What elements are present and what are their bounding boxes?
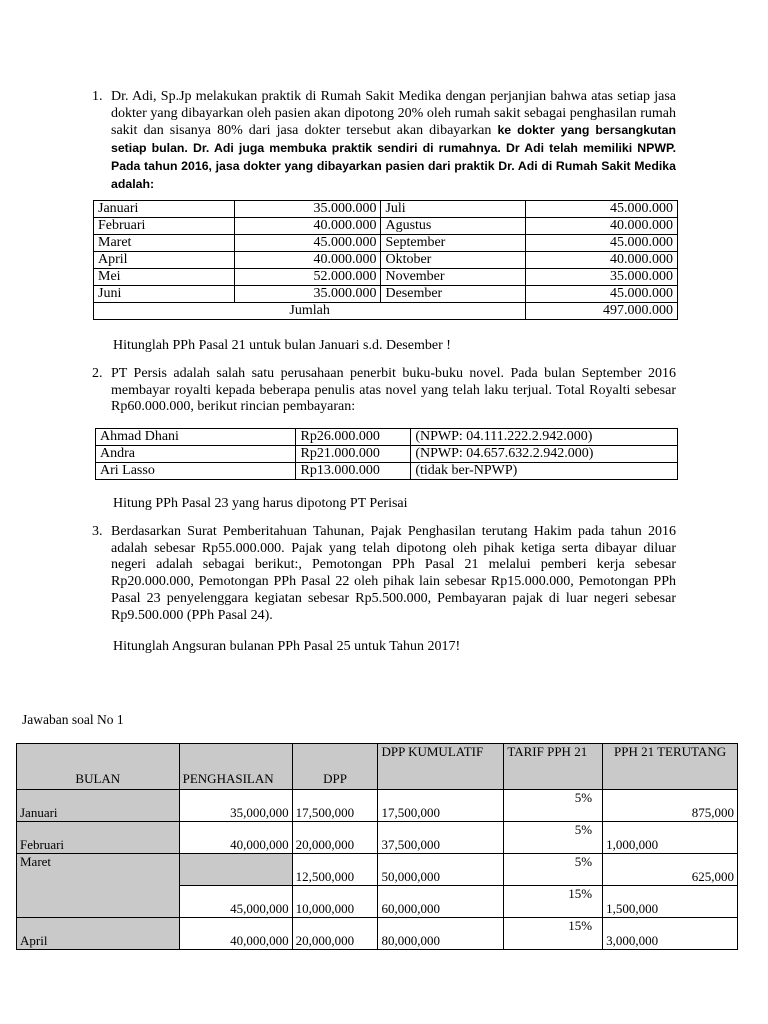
tarif-cell: 15% — [504, 886, 603, 918]
bulan-cell: Maret — [17, 854, 180, 918]
total-label: Jumlah — [94, 303, 526, 320]
amount-cell: 45.000.000 — [234, 235, 381, 252]
dpp-kumulatif-cell: 17,500,000 — [378, 790, 504, 822]
question-number: 3. — [92, 524, 103, 539]
q1-income-table — [93, 200, 678, 320]
penghasilan-cell: 40,000,000 — [179, 918, 292, 950]
penghasilan-cell: 35,000,000 — [179, 790, 292, 822]
bulan-cell: Februari — [17, 822, 180, 854]
question-number: 1. — [92, 89, 103, 104]
table-row — [94, 252, 678, 269]
amount-cell: 35.000.000 — [234, 286, 381, 303]
month-cell: Desember — [381, 286, 526, 303]
header-dpp: DPP — [292, 744, 378, 790]
amount-cell: 45.000.000 — [526, 235, 678, 252]
penghasilan-cell — [179, 854, 292, 886]
q2-royalty-table — [95, 428, 678, 480]
amount-cell: 40.000.000 — [234, 252, 381, 269]
dpp-kumulatif-cell: 60,000,000 — [378, 886, 504, 918]
q3-instruction: Hitunglah Angsuran bulanan PPh Pasal 25 untuk Tahun 2017! — [113, 639, 461, 654]
table-row — [94, 218, 678, 235]
header-pph-terutang: PPH 21 TERUTANG — [603, 744, 738, 790]
question-text: PT Persis adalah salah satu perusahaan penerbit buku-buku novel. Pada bulan September 2016 membayar royalti kepada beberapa penulis atas novel yang telah laku terjual. Total Royalti sebesar Rp60.000.000, berikut rincian pembayaran: — [111, 366, 676, 415]
amount-cell: Rp21.000.000 — [296, 446, 411, 463]
answer-label: Jawaban soal No 1 — [22, 712, 124, 727]
dpp-cell: 20,000,000 — [292, 918, 378, 950]
month-cell: Februari — [94, 218, 235, 235]
table-row — [94, 269, 678, 286]
question-1 — [92, 89, 676, 193]
npwp-cell: (tidak ber-NPWP) — [411, 463, 678, 480]
dpp-cell: 17,500,000 — [292, 790, 378, 822]
header-tarif: TARIF PPH 21 — [504, 744, 603, 790]
amount-cell: 35.000.000 — [526, 269, 678, 286]
dpp-cell: 10,000,000 — [292, 886, 378, 918]
amount-cell: Rp13.000.000 — [296, 463, 411, 480]
total-row — [94, 303, 678, 320]
amount-cell: 45.000.000 — [526, 201, 678, 218]
amount-cell: 52.000.000 — [234, 269, 381, 286]
dpp-kumulatif-cell: 50,000,000 — [378, 854, 504, 886]
question-text: Dr. Adi, Sp.Jp melakukan praktik di Rumah Sakit Medika dengan perjanjian bahwa atas setiap jasa dokter yang dibayarkan oleh pasien akan dipotong 20% oleh rumah sakit sebagai penghasilan rumah sakit dan sisanya 80% dari jasa dokter tersebut akan dibayarkan ke dokter yang bersangkutan setiap bulan. Dr. Adi juga membuka praktik sendiri di rumahnya. Dr Adi telah memiliki NPWP. Pada tahun 2016, jasa dokter yang dibayarkan pasien dari praktik Dr. Adi di Rumah Sakit Medika adalah: — [111, 89, 676, 191]
question-number: 2. — [92, 366, 103, 381]
q2-instruction: Hitung PPh Pasal 23 yang harus dipotong PT Perisai — [113, 496, 408, 511]
month-cell: April — [94, 252, 235, 269]
month-cell: Januari — [94, 201, 235, 218]
month-cell: Maret — [94, 235, 235, 252]
month-cell: Oktober — [381, 252, 526, 269]
tarif-cell: 15% — [504, 918, 603, 950]
total-value: 497.000.000 — [526, 303, 678, 320]
table-row — [17, 918, 738, 950]
header-bulan: BULAN — [17, 744, 180, 790]
amount-cell: 40.000.000 — [234, 218, 381, 235]
amount-cell: 40.000.000 — [526, 252, 678, 269]
table-row — [17, 790, 738, 822]
month-cell: Agustus — [381, 218, 526, 235]
amount-cell: Rp26.000.000 — [296, 429, 411, 446]
amount-cell: 45.000.000 — [526, 286, 678, 303]
q1-instruction: Hitunglah PPh Pasal 21 untuk bulan Januari s.d. Desember ! — [113, 338, 451, 353]
table-row — [96, 446, 678, 463]
pph-cell: 1,000,000 — [603, 822, 738, 854]
table-row — [94, 201, 678, 218]
table-row — [94, 286, 678, 303]
penghasilan-cell: 40,000,000 — [179, 822, 292, 854]
month-cell: Juni — [94, 286, 235, 303]
table-row — [17, 854, 738, 886]
month-cell: November — [381, 269, 526, 286]
header-penghasilan: PENGHASILAN — [179, 744, 292, 790]
name-cell: Ahmad Dhani — [96, 429, 296, 446]
answer-table — [16, 743, 738, 950]
tarif-cell: 5% — [504, 790, 603, 822]
question-3 — [92, 524, 676, 624]
tarif-cell: 5% — [504, 822, 603, 854]
question-2 — [92, 366, 676, 416]
month-cell: Juli — [381, 201, 526, 218]
header-row — [17, 744, 738, 790]
dpp-cell: 20,000,000 — [292, 822, 378, 854]
pph-cell: 625,000 — [603, 854, 738, 886]
dpp-kumulatif-cell: 37,500,000 — [378, 822, 504, 854]
dpp-cell: 12,500,000 — [292, 854, 378, 886]
table-row — [94, 235, 678, 252]
name-cell: Andra — [96, 446, 296, 463]
table-row — [96, 429, 678, 446]
table-row — [17, 822, 738, 854]
bulan-cell: April — [17, 918, 180, 950]
npwp-cell: (NPWP: 04.111.222.2.942.000) — [411, 429, 678, 446]
header-dpp-kumulatif: DPP KUMULATIF — [378, 744, 504, 790]
question-text: Berdasarkan Surat Pemberitahuan Tahunan, Pajak Penghasilan terutang Hakim pada tahun 2016 adalah sebesar Rp55.000.000. Pajak yang telah dipotong oleh pihak ketiga serta dibayar diluar negeri adalah sebagai berikut:, Pemotongan PPh Pasal 21 melalui pemberi kerja sebesar Rp20.000.000, Pemotongan PPh Pasal 22 oleh pihak lain sebesar Rp15.000.000, Pemotongan PPh Pasal 23 penyelenggara kegiatan sebesar Rp5.500.000, Pembayaran pajak di luar negeri sebesar Rp9.500.000 (PPh Pasal 24). — [111, 524, 676, 623]
penghasilan-cell: 45,000,000 — [179, 886, 292, 918]
amount-cell: 40.000.000 — [526, 218, 678, 235]
pph-cell: 1,500,000 — [603, 886, 738, 918]
bulan-cell: Januari — [17, 790, 180, 822]
dpp-kumulatif-cell: 80,000,000 — [378, 918, 504, 950]
name-cell: Ari Lasso — [96, 463, 296, 480]
pph-cell: 3,000,000 — [603, 918, 738, 950]
table-row — [96, 463, 678, 480]
amount-cell: 35.000.000 — [234, 201, 381, 218]
month-cell: September — [381, 235, 526, 252]
month-cell: Mei — [94, 269, 235, 286]
npwp-cell: (NPWP: 04.657.632.2.942.000) — [411, 446, 678, 463]
tarif-cell: 5% — [504, 854, 603, 886]
pph-cell: 875,000 — [603, 790, 738, 822]
